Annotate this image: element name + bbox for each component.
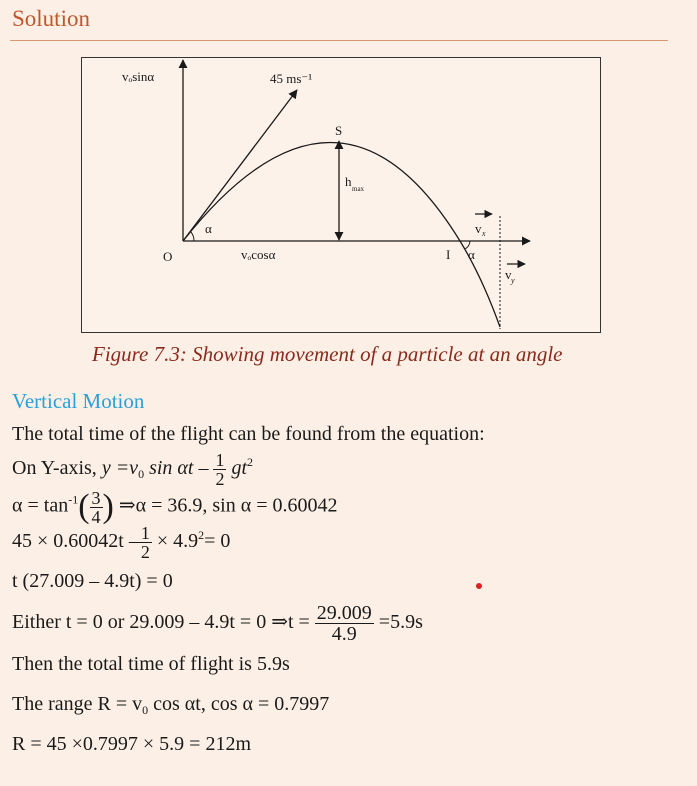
range-b: cos αt, cos α = 0.7997 — [148, 693, 330, 715]
either-b: =5.9s — [378, 611, 423, 634]
eq-gt-sup: 2 — [247, 455, 254, 470]
line-alpha: $\alpha = \tan^{-1}$( $\frac{3}{4}$ ) ⇒α = 36.9, sin α = 0.60042 — [12, 487, 338, 527]
eq-prefix: On Y-axis, — [12, 457, 102, 480]
label-vx-sub: x — [482, 229, 486, 238]
label-vx: v — [475, 221, 482, 236]
line-substitution — [12, 524, 230, 561]
section-heading: Solution — [12, 6, 90, 31]
label-vcos: vₒcosα — [241, 247, 276, 262]
figure-box — [81, 57, 601, 333]
label-alpha-end: α — [468, 247, 475, 262]
trajectory-curve — [183, 143, 500, 328]
eq-gt: gt — [226, 457, 248, 480]
eq-y: y =v — [101, 457, 139, 480]
velocity-vector — [183, 90, 297, 241]
label-alpha-start: α — [205, 221, 212, 236]
subst-b: × 4.9 — [151, 530, 199, 553]
subst-a: 45 × 0.60042t – — [12, 530, 139, 553]
heading-rule — [10, 40, 668, 41]
label-velocity: 45 ms⁻¹ — [270, 71, 313, 86]
alpha-tan-sup: -1 — [68, 492, 79, 507]
eq-y-sub: 0 — [138, 467, 145, 482]
eq-y-rest: sin αt – — [144, 457, 209, 480]
either-a: Either t = 0 or 29.009 – 4.9t = 0 ⇒t = — [12, 611, 310, 634]
line-total-time-intro: The total time of the flight can be found from the equation: — [12, 423, 485, 445]
range-a: The range R = v — [12, 693, 143, 715]
alpha-result: ⇒α = 36.9, sin α = 0.60042 — [118, 494, 338, 517]
line-factor: t (27.009 – 4.9t) = 0 — [12, 570, 173, 592]
line-either — [12, 603, 423, 644]
label-i: I — [446, 247, 451, 262]
fraction-half: $\frac{1}{2}$ — [215, 450, 225, 489]
fraction-time: $\frac{29.009}{4.9}$ — [316, 602, 372, 645]
label-o: O — [163, 249, 173, 264]
range-sub: 0 — [142, 703, 149, 717]
label-vy: v — [505, 267, 512, 282]
fraction-half-2: $\frac{1}{2}$ — [140, 523, 150, 562]
label-s: S — [335, 123, 343, 138]
line-y-axis-equation — [12, 451, 253, 488]
projectile-diagram — [82, 58, 600, 332]
subst-c: = 0 — [204, 530, 231, 553]
subst-sup: 2 — [198, 528, 205, 543]
label-vsin: vₒsinα — [122, 69, 155, 84]
alpha-tan: α = tan — [12, 494, 69, 517]
vertical-motion-heading: Vertical Motion — [12, 389, 145, 413]
line-range — [12, 693, 329, 718]
line-range-result: R = 45 ×0.7997 × 5.9 = 212m — [12, 733, 252, 755]
line-total-time: Then the total time of flight is 5.9s — [12, 653, 290, 675]
figure-caption: Figure 7.3: Showing movement of a particle at an angle — [92, 342, 563, 366]
fraction-three-quarters: $\frac{3}{4}$ — [91, 487, 101, 527]
label-hmax: h — [345, 174, 352, 189]
red-dot-mark — [476, 583, 482, 589]
label-vy-sub: y — [511, 276, 515, 285]
label-hmax-sub: max — [352, 185, 365, 193]
